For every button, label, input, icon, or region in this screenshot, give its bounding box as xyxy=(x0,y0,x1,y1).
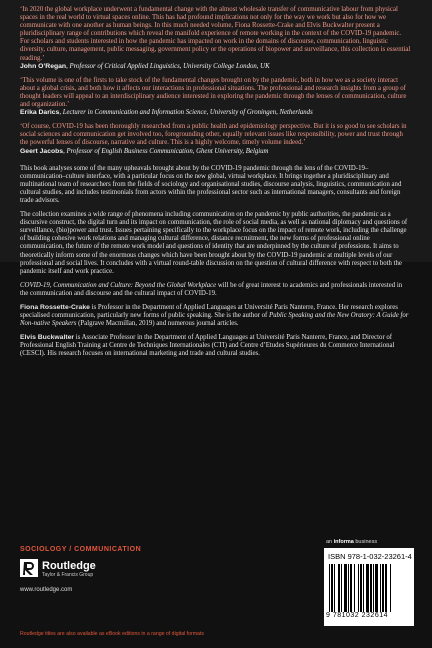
barcode-stripe xyxy=(385,564,387,612)
barcode-stripe xyxy=(334,564,335,612)
author-bio-2 xyxy=(20,334,412,358)
barcode-stripe xyxy=(341,564,342,612)
barcode-stripe xyxy=(380,564,381,612)
isbn-text: ISBN 978-1-032-23261-4 xyxy=(328,552,412,561)
barcode-stripe xyxy=(360,564,362,612)
barcode-stripe xyxy=(354,564,355,612)
barcode-stripe xyxy=(338,564,340,612)
bio-text: is Professor in the Department of Applied Languages at Université Paris Nanterre, France. Her research explores specialised communication, particularly new forms of public speaking. She is the author of xyxy=(20,304,398,320)
description-paragraph-2: The collection examines a wide range of phenomena including communication on the pandemic by public authorities, the pandemic as a discursive construct, the digital turn and its impact on communication, the role of social media, as well as national diplomacy and questions of surveillance, (bio)power and trust. Issues pertaining specifically to the workplace focus on the impact of remote work, including the challenge of building cohesive work relations and managing cultural difference, distance recruitment, the new forms of professional online communication, the future of the remote work model and questions of identity that are underpinned by the culture of professions. It aims to theoretically inform some of the enormous changes which have been brought about by the COVID-19 pandemic at multiple levels of our professional and social lives. It concludes with a virtual round-table discussion on the question of cultural difference with respect to both the pandemic itself and work practice. xyxy=(20,211,408,275)
author-bio-1 xyxy=(20,304,412,328)
publisher-group: Taylor & Francis Group xyxy=(42,572,94,578)
barcode xyxy=(324,548,414,626)
endorsement-quote-2: ‘This volume is one of the firsts to take stock of the fundamental changes brought on by the pandemic, both in how we as a society interact about a global crisis, and both how it affects our interactions in professional situations. The professional and research insights from a group of thought leaders will appeal to an interdisciplinary audience interested in exploring the pandemic through the lenses of communication, culture and organization.’ xyxy=(20,76,407,109)
endorser-name: John O’Regan xyxy=(20,62,67,70)
bio-text: is Associate Professor in the Department of Applied Languages at Université Paris Nanterre, France, and Director of Professional English Training at Centre de Techniques Internationales (CTI) and Centre d’Etudes Supérieures du Commerce International (CESCI). His research focuses on international marketing and trade and cultural studies. xyxy=(20,334,395,358)
endorser-role: Professor of English Business Communication, Ghent University, Belgium xyxy=(66,147,269,155)
barcode-number: 9 781032 232614 xyxy=(326,612,388,619)
barcode-stripe xyxy=(350,564,352,612)
bio-text: (Palgrave Macmillan, 2019) and numerous journal articles. xyxy=(76,320,239,328)
endorsement-attribution-2: Erika Darics, Lecturer in Communication and Information Science, University of Groningen, Netherlands xyxy=(20,109,313,117)
barcode-stripe xyxy=(344,564,347,612)
informa-prefix: an xyxy=(326,539,334,545)
publisher-name: Routledge xyxy=(42,560,96,572)
endorser-name: Erika Darics xyxy=(20,109,60,117)
barcode-stripe xyxy=(363,564,364,612)
barcode-bars xyxy=(328,564,410,612)
barcode-stripe xyxy=(366,564,369,612)
barcode-stripe xyxy=(358,564,359,612)
barcode-stripe xyxy=(348,564,349,612)
endorser-role: Lecturer in Communication and Information Science, University of Groningen, Netherlands xyxy=(62,109,313,117)
routledge-logo-icon xyxy=(20,559,38,577)
barcode-stripe xyxy=(370,564,372,612)
endorser-role: Professor of Critical Applied Linguistics, University College London, UK xyxy=(69,62,270,70)
audience-text: will be of great interest to academics and professionals interested in the communication and discourse and the cultural impact of COVID-19. xyxy=(20,281,403,297)
barcode-stripe xyxy=(375,564,378,612)
subject-category: SOCIOLOGY / COMMUNICATION xyxy=(20,546,142,553)
book-title: COVID-19, Communication and Culture: Beyond the Global Workplace xyxy=(20,281,217,289)
barcode-stripe xyxy=(382,564,384,612)
publisher-website: www.routledge.com xyxy=(20,587,73,593)
endorser-name: Geert Jacobs xyxy=(20,147,64,155)
cover-text xyxy=(20,6,412,365)
barcode-stripe xyxy=(329,564,330,612)
audience-statement xyxy=(20,282,412,298)
description-paragraph-1: This book analyses some of the many upheavals brought about by the COVID-19 pandemic through the lens of the COVID-19–communication–culture interface, with a particular focus on the new global, virtual workplace. It brings together a pluridisciplinary and multinational team of researchers from the fields of sociology and organisational studies, discourse analysis, linguistics, communication and cultural studies, and includes testimonials from actors within the professional sector such as international managers, consultants and foreign trade advisors. xyxy=(20,164,402,204)
endorsement-attribution-1: John O’Regan, Professor of Critical Applied Linguistics, University College London, UK xyxy=(20,62,270,70)
author-name: Elvis Buckwalter xyxy=(20,334,75,342)
barcode-stripe xyxy=(373,564,374,612)
endorsement-quote-3: ‘Of course, COVID-19 has been thoroughly researched from a public health and epidemiology perspective. But it is so good to see scholars in social sciences and communication get involved too, foregrounding other, equally relevant issues like responsibility, power and trust through the powerful lenses of discourse, narrative and culture. This is a highly welcome, timely volume indeed.’ xyxy=(20,123,407,147)
ebook-note: Routledge titles are also available as eBook editions in a range of digital formats xyxy=(20,631,204,637)
barcode-stripe xyxy=(390,564,391,612)
barcode-stripe xyxy=(331,564,333,612)
informa-suffix: business xyxy=(353,539,378,545)
endorsement-attribution-3: Geert Jacobs, Professor of English Business Communication, Ghent University, Belgium xyxy=(20,147,269,155)
author-name: Fiona Rossette-Crake xyxy=(20,304,90,311)
endorsement-quote-1: ‘In 2020 the global workplace underwent a fundamental change with the almost wholesale transfer of communicative labour from physical spaces in the real world to virtual spaces online. This has had profound implications not only for the way we work but also for how we communicate with one another as human beings. In this much needed volume, Fiona Rossette-Crake and Elvis Buckwalter present a pluridisciplinary range of contributions which reveal the manifold experience of remote working in the context of the COVID-19 pandemic. For scholars and students interested in how the pandemic has impacted on work in the domains of discourse, communication, linguistic diversity, culture, management, public messaging, government policy or the operations of biopower and surveillance, this collection is essential reading.’ xyxy=(20,6,411,62)
informa-brand: informa xyxy=(333,539,354,545)
informa-business-line xyxy=(326,539,377,545)
bio-book-title: Public Speaking and the New Oratory: A Guide for Non-native Speakers xyxy=(20,312,409,328)
